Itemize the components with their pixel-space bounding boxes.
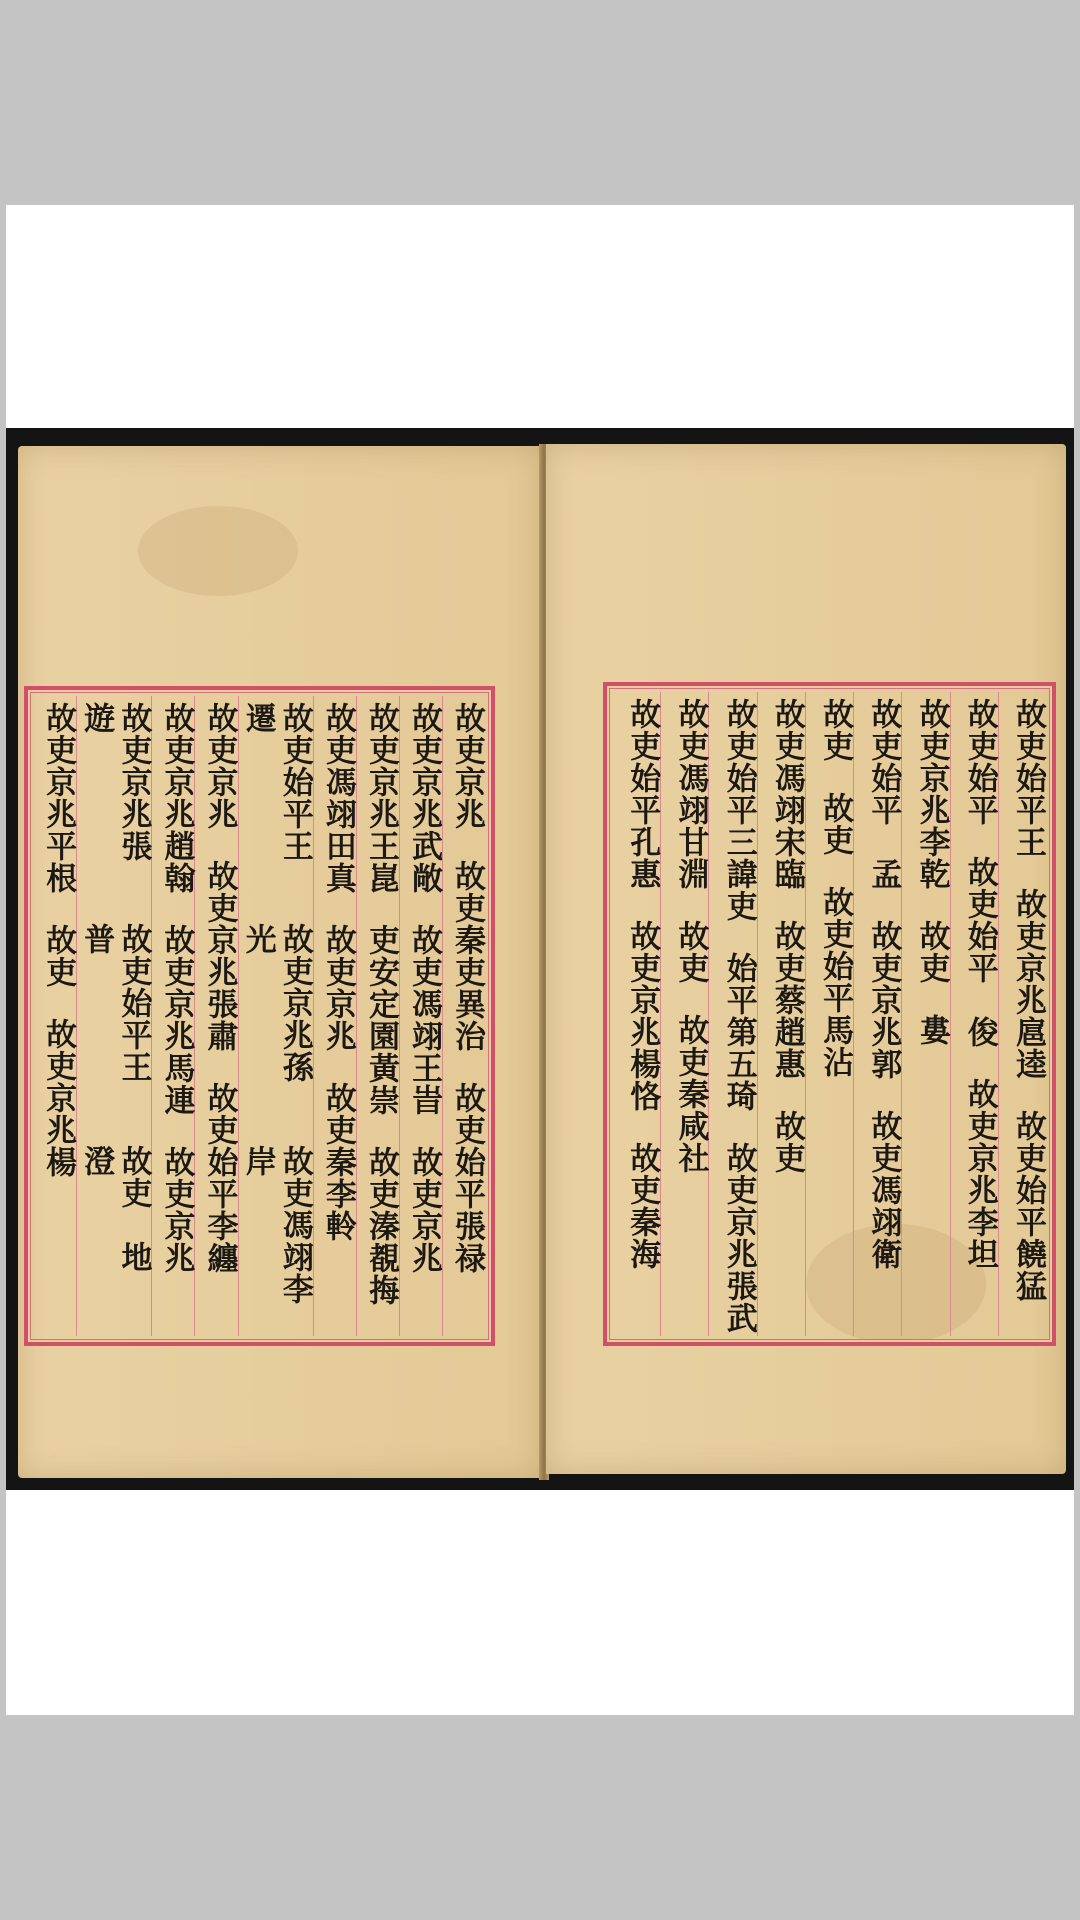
name-entry: 故吏馮翊衛 — [865, 1110, 902, 1270]
text-column — [613, 692, 660, 1336]
name-entry: 故吏馮翊王旹 — [405, 924, 442, 1116]
column-text — [999, 692, 1046, 1336]
text-column — [901, 692, 949, 1336]
left-page — [18, 446, 541, 1478]
text-column — [950, 692, 998, 1336]
name-entry: 故吏京兆武敞 — [405, 702, 442, 894]
name-entry: 始平第五琦 — [720, 952, 757, 1112]
name-entry: 故吏始平孔惠 — [624, 698, 661, 890]
name-entry: 故吏始平三諱吏 — [720, 698, 757, 922]
column-text — [195, 696, 237, 1336]
name-entry: 故吏始平饒猛 — [1010, 1110, 1046, 1302]
name-entry: 故吏京兆趙翰 — [158, 702, 195, 894]
name-entry: 故吏京兆 — [319, 924, 356, 1052]
name-entry: 故吏京兆王崑 — [362, 702, 399, 894]
right-page — [546, 444, 1066, 1474]
name-entry: 故吏秦咸社 — [672, 1014, 709, 1174]
column-text — [806, 692, 853, 1336]
column-text — [951, 692, 998, 1336]
name-entry: 故吏京兆 — [158, 1146, 195, 1274]
name-entry: 故吏京兆孫光 — [239, 923, 313, 1084]
name-entry: 故吏京兆李乾 — [913, 698, 950, 890]
paper-stain — [138, 506, 298, 596]
left-page-columns — [34, 696, 485, 1336]
column-text — [613, 692, 660, 1336]
text-column — [757, 692, 805, 1336]
name-entry: 故吏 地 澄 — [78, 1144, 152, 1305]
name-entry: 故吏始平李纏 — [201, 1082, 238, 1274]
name-entry: 故吏始平 孟 — [865, 698, 902, 890]
column-text — [902, 692, 949, 1336]
name-entry: 故吏馮翊甘淵 — [672, 698, 709, 890]
name-entry: 故吏京兆張武 — [720, 1142, 757, 1334]
text-column — [34, 696, 76, 1336]
name-entry: 故吏馮翊宋臨 — [768, 698, 805, 890]
text-column — [805, 692, 853, 1336]
name-entry: 故吏 — [768, 1110, 805, 1174]
name-entry: 故吏 — [672, 920, 709, 984]
name-entry: 故吏京兆楊 — [40, 1018, 77, 1178]
text-column — [853, 692, 901, 1336]
text-column — [356, 696, 399, 1336]
name-entry: 故吏京兆楊恪 — [624, 920, 661, 1112]
name-entry: 故吏京兆 — [201, 702, 238, 830]
text-column — [399, 696, 442, 1336]
text-column — [660, 692, 708, 1336]
name-entry: 故吏馮翊李岸 — [239, 1144, 313, 1305]
text-column — [313, 696, 356, 1336]
name-entry: 故吏京兆馬連 — [158, 924, 195, 1116]
name-entry: 故吏京兆張遊 — [78, 702, 152, 862]
name-entry: 故吏 — [913, 920, 950, 984]
name-entry: 故吏京兆李坦 — [961, 1078, 998, 1270]
left-page-frame — [24, 686, 495, 1346]
name-entry: 故吏馮翊田真 — [319, 702, 356, 894]
column-text — [34, 696, 76, 1336]
name-entry: 故吏溱覩挴 — [362, 1146, 399, 1306]
column-text — [152, 696, 194, 1336]
name-entry: 故吏京兆 — [449, 702, 485, 830]
text-column — [151, 696, 194, 1336]
name-entry: 故吏始平 俊 — [961, 856, 998, 1048]
name-entry: 故吏始平王遷 — [239, 702, 313, 862]
name-entry: 婁 — [913, 1014, 950, 1046]
scanned-book-spread — [6, 428, 1074, 1490]
name-entry: 故吏秦李軨 — [319, 1082, 356, 1242]
text-column — [194, 696, 237, 1336]
column-text — [661, 692, 708, 1336]
name-entry: 故吏秦吏異治 — [449, 860, 485, 1052]
text-column — [238, 696, 313, 1336]
column-text — [357, 696, 399, 1336]
text-column — [998, 692, 1046, 1336]
column-text — [854, 692, 901, 1336]
text-column — [76, 696, 151, 1336]
column-text — [400, 696, 442, 1336]
column-text — [443, 696, 485, 1336]
name-entry: 吏安定園黃崇 — [362, 924, 399, 1116]
name-entry: 故吏始平 — [961, 698, 998, 826]
name-entry: 故吏蔡趙惠 — [768, 920, 805, 1080]
column-text — [77, 696, 151, 1336]
name-entry: 故吏 — [817, 792, 854, 856]
text-column — [708, 692, 756, 1336]
name-entry: 故吏京兆 — [405, 1146, 442, 1274]
name-entry: 故吏 — [817, 698, 854, 762]
name-entry: 故吏始平王 — [1010, 698, 1046, 858]
column-text — [758, 692, 805, 1336]
column-text — [239, 696, 313, 1336]
column-text — [314, 696, 356, 1336]
text-column — [442, 696, 485, 1336]
name-entry: 故吏始平馬沾 — [817, 886, 854, 1078]
name-entry: 故吏始平王普 — [78, 923, 152, 1084]
name-entry: 故吏京兆扈逵 — [1010, 888, 1046, 1080]
name-entry: 故吏京兆郭 — [865, 920, 902, 1080]
name-entry: 故吏 — [40, 924, 77, 988]
name-entry: 故吏京兆張肅 — [201, 860, 238, 1052]
right-page-columns — [613, 692, 1046, 1336]
name-entry: 故吏始平張禄 — [449, 1082, 485, 1274]
name-entry: 故吏秦海 — [624, 1142, 661, 1270]
column-text — [709, 692, 756, 1336]
right-page-frame — [603, 682, 1056, 1346]
name-entry: 故吏京兆平根 — [40, 702, 77, 894]
